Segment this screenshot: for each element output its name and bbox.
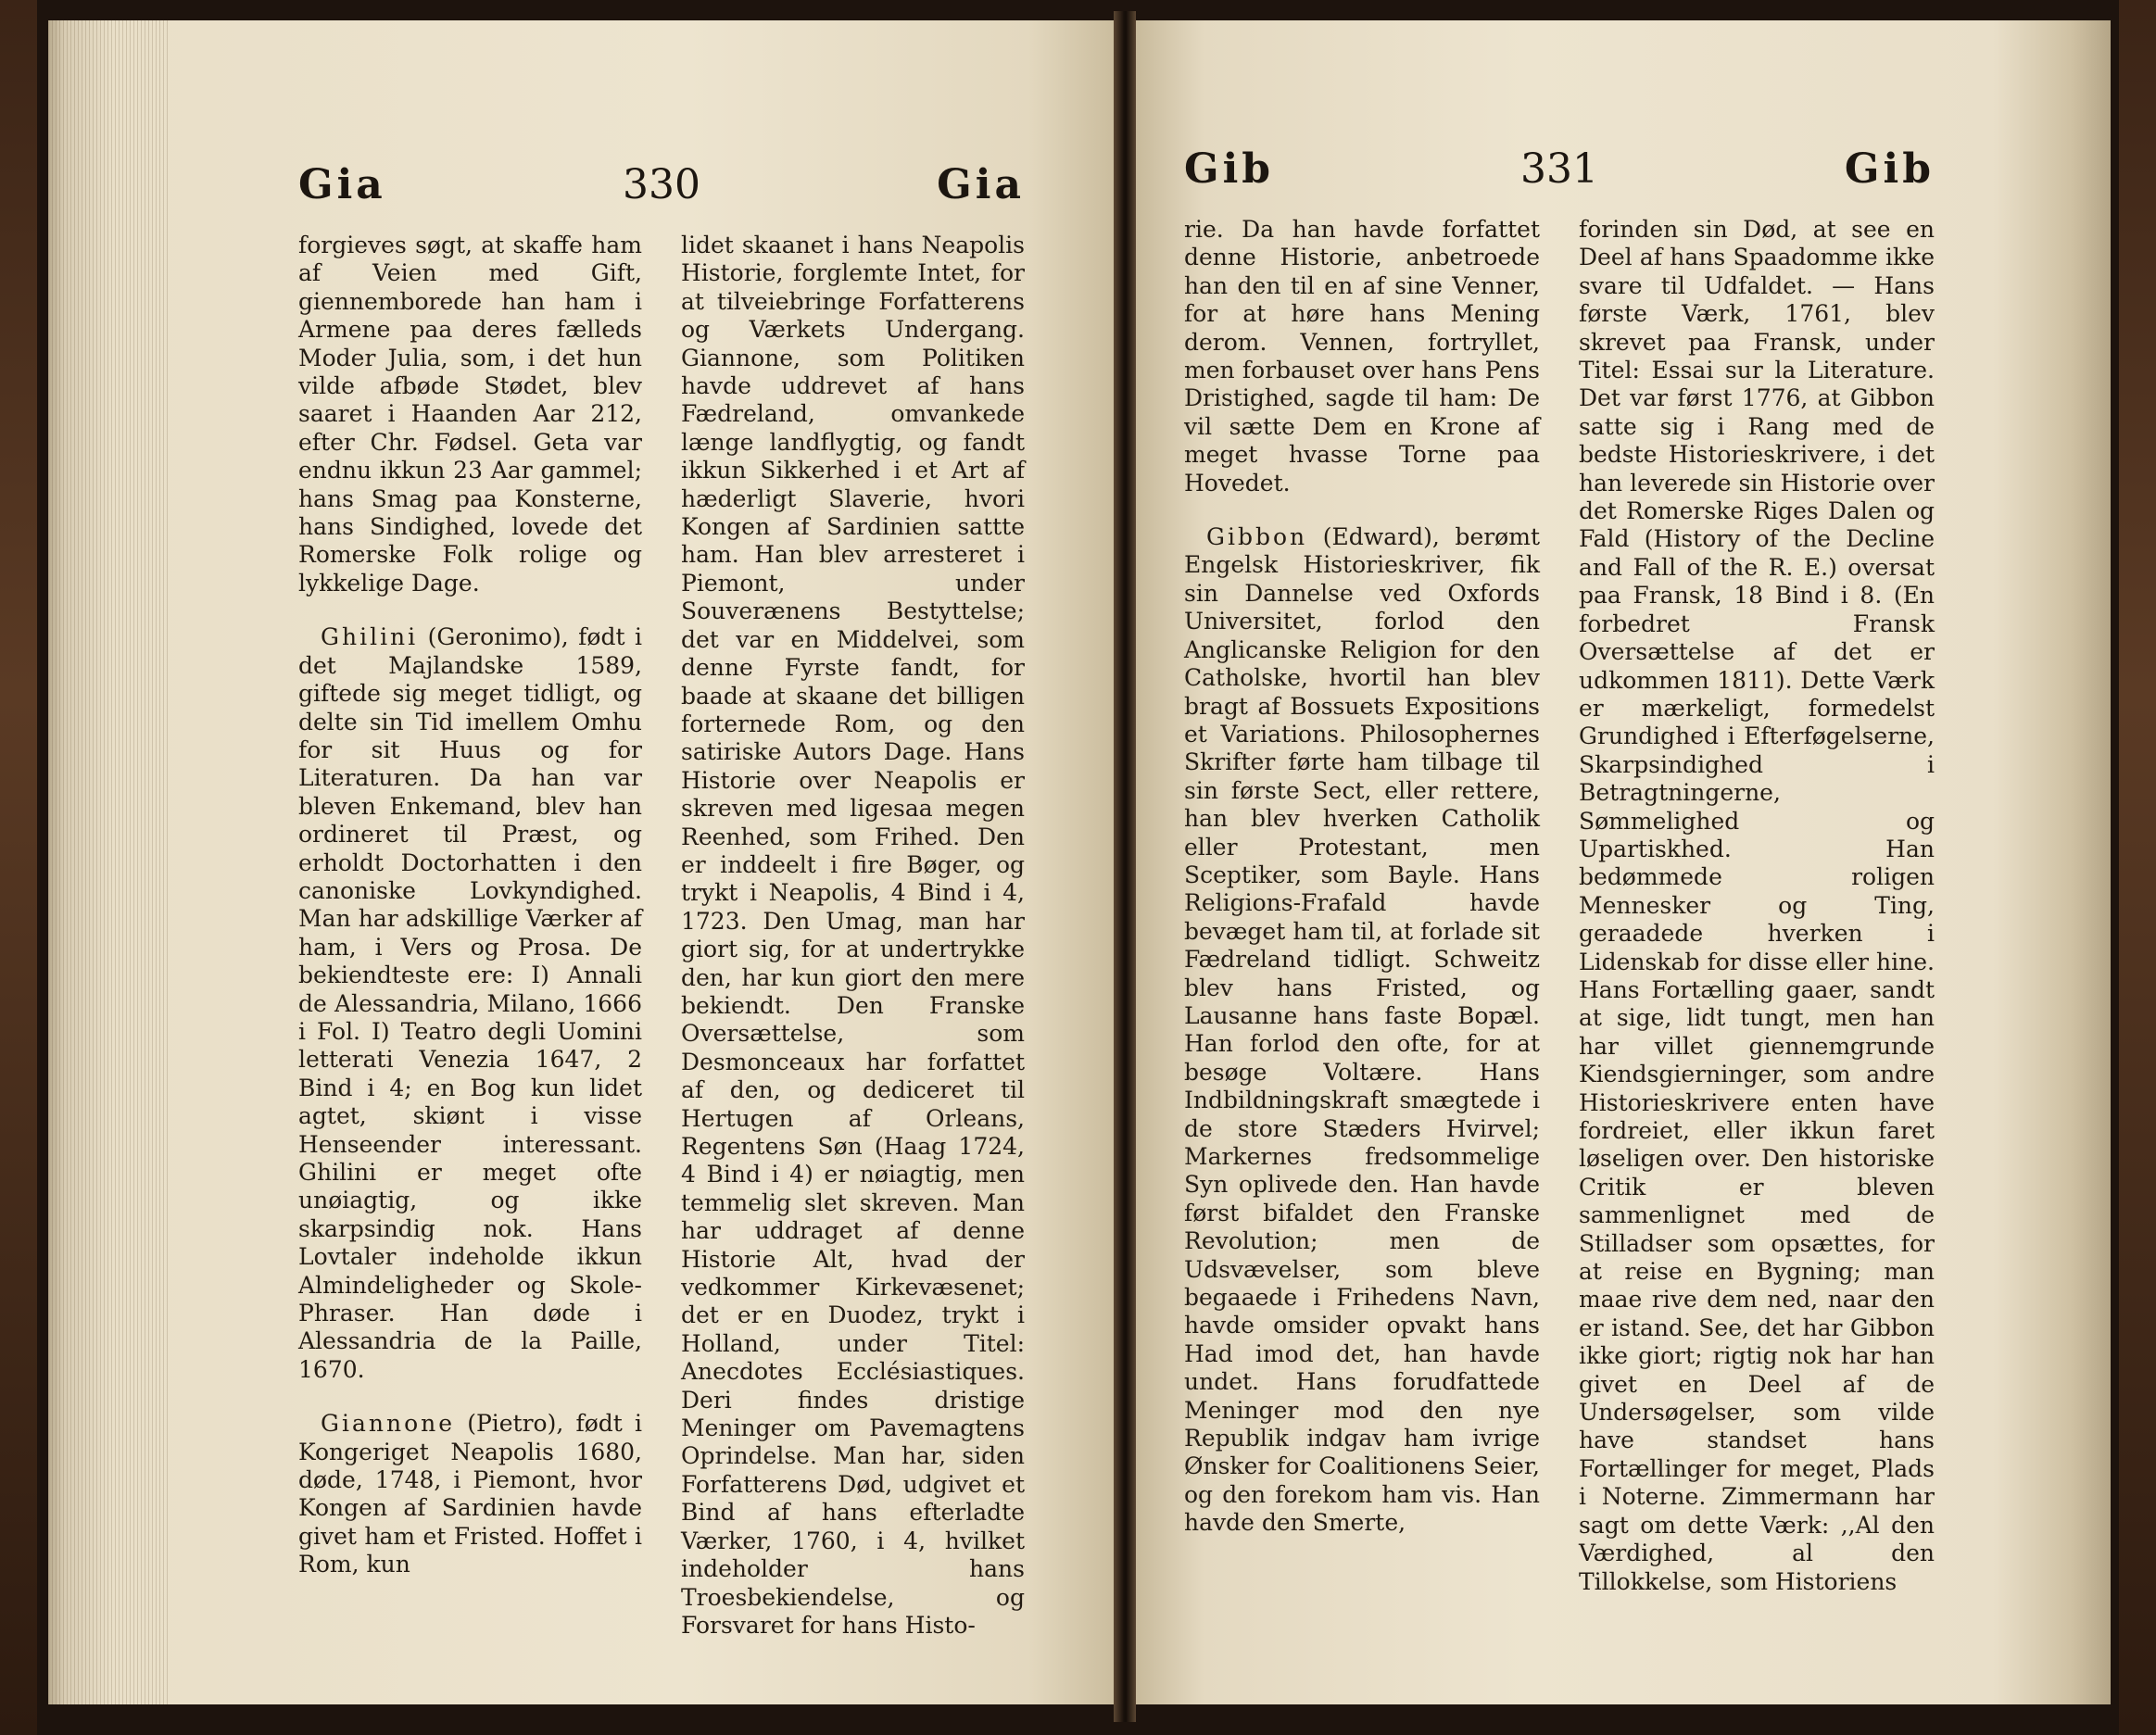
entry-text: (Geronimo), født i det Majlandske 1589, giftede sig meget tidligt, og delte sin Tid imellem Omhu for sit Huus og for Literaturen. Da han var bleven Enkemand, blev han ordineret til Præst, og erholdt Doctorhatten i den canoniske Lovkyndighed. Man har adskillige Værker af ham, i Vers og Prosa. De bekiendteste ere: I) Annali de Alessandria, Milano, 1666 i Fol. I) Teatro degli Uomini letterati Venezia 1647, 2 Bind i 4; en Bog kun lidet agtet, skiønt i visse Henseender interessant. Ghilini er meget ofte unøiagtig, og ikke skarpsindig nok. Hans Lovtaler indeholde ikkun Almindeligheder og Skole-Phraser. Han døde i Alessandria de la Paille, 1670. bbox=[298, 623, 642, 1383]
text-columns bbox=[1184, 216, 1935, 1596]
running-header bbox=[298, 161, 1025, 232]
paragraph: lidet skaanet i hans Neapolis Historie, forglemte Intet, for at tilveiebringe Forfatterens og Værkets Undergang. Giannone, som Politiken havde uddrevet af hans Fædreland, omvankede længe landflygtig, og fandt ikkun Sikkerhed i et Art af hæderligt Slaverie, hvori Kongen af Sardinien sattte ham. Han blev arresteret i Piemont, under Souverænens Bestyttelse; det var en Middelvei, som denne Fyrste fandt, for baade at skaane det billigen forternede Rom, og den satiriske Autors Dage. Hans Historie over Neapolis er skreven med ligesaa megen Reenhed, som Frihed. Den er inddeelt i fire Bøger, og trykt i Neapolis, 4 Bind i 4, 1723. Den Umag, man har giort sig, for at undertrykke den, har kun giort den mere bekiendt. Den Franske Oversættelse, som Desmonceaux har forfattet af den, og dediceret til Hertugen af Orleans, Regentens Søn (Haag 1724, 4 Bind i 4) er nøiagtig, men temmelig slet skreven. Man har uddraget af denne Historie Alt, hvad der vedkommer Kirkevæsenet; det er en Duodez, trykt i Holland, under Titel: Anecdotes Ecclésiastiques. Deri findes dristige Meninger om Pavemagtens Oprindelse. Man har, siden Forfatterens Død, udgivet et Bind af hans efterladte Værker, 1760, i 4, hvilket indeholder hans Troesbekiendelse, og Forsvaret for hans Histo- bbox=[681, 232, 1025, 1639]
header-left-word: Gib bbox=[1184, 145, 1275, 193]
book-gutter bbox=[1114, 11, 1136, 1722]
binding-left bbox=[0, 0, 37, 1735]
paragraph: forgieves søgt, at skaffe ham af Veien med Gift, giennemborede han ham i Armene paa deres fælleds Moder Julia, som, i det hun vilde afbøde Stødet, blev saaret i Haanden Aar 212, efter Chr. Fødsel. Geta var endnu ikkun 23 Aar gammel; hans Smag paa Konsterne, hans Sindighed, lovede det Romerske Folk rolige og lykkelige Dage. bbox=[298, 232, 642, 597]
entry-name: Ghilini bbox=[321, 623, 419, 651]
page-number: 331 bbox=[1520, 145, 1598, 193]
paragraph: rie. Da han havde forfattet denne Historie, anbetroede han den til en af sine Venner, for at høre hans Mening derom. Vennen, fortryllet, men forbauset over hans Pens Dristighed, sagde til ham: De vil sætte Dem en Krone af meget hvasse Torne paa Hovedet. bbox=[1184, 216, 1540, 497]
page-330 bbox=[48, 20, 1114, 1704]
column-left bbox=[298, 232, 642, 1640]
column-left bbox=[1184, 216, 1540, 1596]
header-right-word: Gia bbox=[937, 161, 1025, 208]
column-right bbox=[681, 232, 1025, 1640]
page-331 bbox=[1136, 20, 2111, 1704]
header-right-word: Gib bbox=[1844, 145, 1935, 193]
text-columns bbox=[298, 232, 1025, 1640]
entry-name: Giannone bbox=[321, 1410, 456, 1438]
entry-text: (Pietro), født i Kongeriget Neapolis 1680, døde, 1748, i Piemont, hvor Kongen af Sardinien havde givet ham et Fristed. Hoffet i Rom, kun bbox=[298, 1410, 642, 1578]
running-header bbox=[1184, 145, 1935, 216]
binding-right bbox=[2119, 0, 2156, 1735]
entry-ghilini bbox=[298, 623, 642, 1384]
paragraph: forinden sin Død, at see en Deel af hans Spaadomme ikke svare til Udfaldet. — Hans første Værk, 1761, blev skrevet paa Fransk, under Titel: Essai sur la Literature. Det var først 1776, at Gibbon satte sig i Rang med de bedste Historieskrivere, i det han leverede sin Historie over det Romerske Riges Dalen og Fald (History of the Decline and Fall of the R. E.) oversat paa Fransk, 18 Bind i 8. (En forbedret Fransk Oversættelse af det er udkommen 1811). Dette Værk er mærkeligt, formedelst Grundighed i Efterføgelserne, Skarpsindighed i Betragtningerne, Sømmelighed og Upartiskhed. Han bedømmede roligen Mennesker og Ting, geraadede hverken i Lidenskab for disse eller hine. Hans Fortælling gaaer, sandt at sige, lidt tungt, men han har villet giennemgrunde Kiendsgierninger, som andre Historieskrivere enten have fordreiet, eller ikkun faret løseligen over. Den historiske Critik er bleven sammenlignet med de Stilladser som opsættes, for at reise en Bygning; man maae rive dem ned, naar den er istand. See, det har Gibbon ikke giort; rigtig nok har han givet en Deel af de Undersøgelser, som vilde have standset hans Fortællinger for meget, Plads i Noterne. Zimmermann har sagt om dette Værk: ,,Al den Værdighed, al den Tillokkelse, som Historiens bbox=[1579, 216, 1935, 1595]
column-right bbox=[1579, 216, 1935, 1596]
page-number: 330 bbox=[623, 161, 700, 208]
header-left-word: Gia bbox=[298, 161, 386, 208]
entry-name: Gibbon bbox=[1206, 523, 1308, 551]
entry-gibbon bbox=[1184, 523, 1540, 1538]
entry-giannone bbox=[298, 1410, 642, 1578]
entry-text: (Edward), berømt Engelsk Historieskriver, fik sin Dannelse ved Oxfords Universitet, forlod den Anglicanske Religion for den Catholske, hvortil han blev bragt af Bossuets Expositions et Variations. Philosophernes Skrifter førte ham tilbage til sin første Sect, eller rettere, han blev hverken Catholik eller Protestant, men Sceptiker, som Bayle. Hans Religions-Frafald havde bevæget ham til, at forlade sit Fædreland tidligt. Schweitz blev hans Fristed, og Lausanne hans faste Bopæl. Han forlod den ofte, for at besøge Voltære. Hans Indbildningskraft smægtede i de store Stæders Hvirvel; Markernes fredsommelige Syn oplivede den. Han havde først bifaldet den Franske Revolution; men de Udsvævelser, som bleve begaaede i Frihedens Navn, havde omsider opvakt hans Had imod det, han havde undet. Hans forudfattede Meninger mod den nye Republik indgav ham ivrige Ønsker for Coalitionens Seier, og den forekom ham vis. Han havde den Smerte, bbox=[1184, 523, 1540, 1537]
